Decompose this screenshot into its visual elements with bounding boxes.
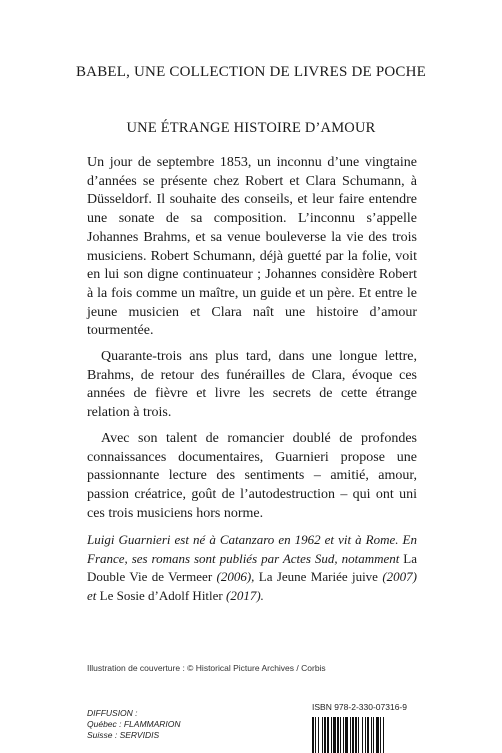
book-title-1: La Double Vie de Vermeer xyxy=(87,550,417,584)
distribution-suisse: Suisse : SERVIDIS xyxy=(87,730,160,740)
summary-paragraph-3: Avec son talent de romancier doublé de profondes connaissances documentaires, Guarnieri propose une passionnante lecture des sentiments – amitié, amour, passion créatrice, goût de l’autodestruction – qui ont uni ces trois musiciens hors norme. xyxy=(87,430,417,521)
cover-illustration-credit: Illustration de couverture : © Historical Picture Archives / Corbis xyxy=(87,663,326,673)
author-bio xyxy=(87,531,417,605)
book-year-3: (2017). xyxy=(222,587,264,603)
book-title-2: La Jeune Mariée juive xyxy=(258,569,378,584)
distribution-info xyxy=(87,708,181,741)
barcode-image xyxy=(312,717,420,753)
book-title: UNE ÉTRANGE HISTOIRE D’AMOUR xyxy=(126,120,376,136)
distribution-quebec: Québec : FLAMMARION xyxy=(87,719,181,729)
isbn-number: ISBN 978-2-330-07316-9 xyxy=(312,702,407,712)
distribution-label: DIFFUSION : xyxy=(87,708,138,718)
book-year-2: (2007) et xyxy=(87,569,417,603)
summary-text xyxy=(87,154,417,530)
book-title-3: Le Sosie d’Adolf Hitler xyxy=(99,587,223,603)
summary-paragraph-1: Un jour de septembre 1853, un inconnu d’une vingtaine d’années se présente chez Robert et Clara Schumann, à Düsseldorf. Il souhaite des conseils, et leur faire entendre une sonate de sa composition. L’inconnu s’appelle Johannes Brahms, et sa venue bouleverse la vie des trois musiciens. Robert Schumann, déjà guetté par la folie, voit en lui son digne continuateur ; Johannes considère Robert à la fois comme un maître, un guide et un père. Et entre le jeune musicien et Clara naît une histoire d’amour tourmentée. xyxy=(87,155,417,339)
author-bio-intro: Luigi Guarnieri est né à Catanzaro en 1962 et vit à Rome. En France, ses romans sont publiés par Actes Sud, notamment xyxy=(87,532,417,566)
summary-paragraph-2: Quarante-trois ans plus tard, dans une longue lettre, Brahms, de retour des funérailles de Clara, évoque ces années de fièvre et livre les secrets de cette étrange relation à trois. xyxy=(87,349,417,421)
book-year-1: (2006), xyxy=(212,569,259,584)
series-heading: BABEL, UNE COLLECTION DE LIVRES DE POCHE xyxy=(75,64,427,80)
